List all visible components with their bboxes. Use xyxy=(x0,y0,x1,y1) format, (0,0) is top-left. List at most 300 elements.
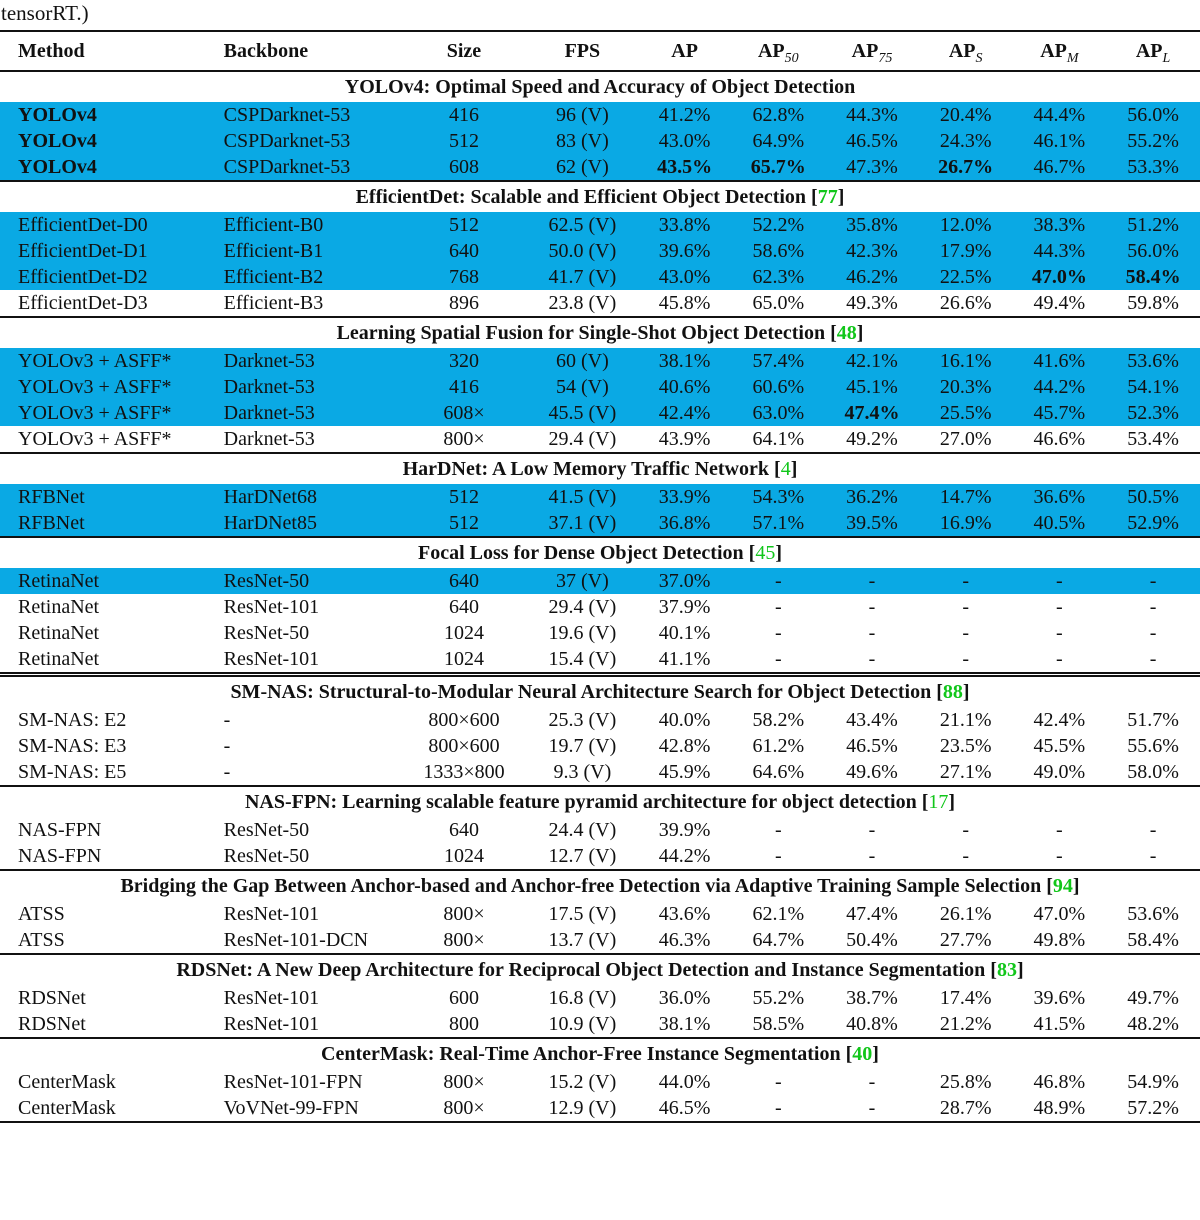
cell-apl: 51.7% xyxy=(1127,709,1179,731)
cell-aps: 25.8% xyxy=(939,1071,992,1093)
section-title-row xyxy=(0,537,1200,568)
cell-ap75: 38.7% xyxy=(846,987,898,1009)
caption-tail: tensorRT.) xyxy=(1,1,89,25)
cell-ap75: 47.4% xyxy=(846,903,898,925)
cell-apm: 38.3% xyxy=(1013,212,1107,238)
cell-aps: 21.2% xyxy=(939,1013,992,1035)
cell-fps: 15.2 (V) xyxy=(548,1071,617,1093)
cell-ap75: 43.4% xyxy=(846,709,898,731)
table-row xyxy=(0,400,1200,426)
section-title-text: NAS-FPN: Learning scalable feature pyramid architecture for object detection xyxy=(244,791,917,813)
cell-apm: 49.0% xyxy=(1033,761,1086,783)
table-row xyxy=(0,510,1200,537)
cell-fps: 83 (V) xyxy=(527,128,638,154)
citation-link[interactable]: 83 xyxy=(996,959,1017,981)
header-apl-sub: L xyxy=(1162,51,1171,66)
cell-ap: 44.2% xyxy=(658,845,711,867)
cell-apl: 58.4% xyxy=(1127,929,1179,951)
cell-size: 640 xyxy=(448,596,479,618)
cell-size: 512 xyxy=(401,128,527,154)
cell-ap50: - xyxy=(774,622,782,644)
table-row xyxy=(0,927,1200,954)
table-row xyxy=(0,154,1200,181)
cell-ap50: 57.4% xyxy=(731,348,825,374)
cell-backbone: ResNet-101 xyxy=(223,648,320,670)
cell-apl: - xyxy=(1106,568,1200,594)
cell-ap75: 44.3% xyxy=(825,102,919,128)
cell-backbone: Efficient-B2 xyxy=(220,264,401,290)
cell-ap50: 62.1% xyxy=(752,903,805,925)
cell-method: YOLOv3 + ASFF* xyxy=(0,374,220,400)
cell-size: 512 xyxy=(401,484,527,510)
cell-fps: 50.0 (V) xyxy=(527,238,638,264)
table-row xyxy=(0,264,1200,290)
header-backbone: Backbone xyxy=(220,31,401,71)
section-title-row xyxy=(0,786,1200,817)
cell-apl: 50.5% xyxy=(1106,484,1200,510)
cell-ap75: 50.4% xyxy=(846,929,898,951)
cell-size: 1024 xyxy=(443,648,484,670)
cell-ap50: 65.7% xyxy=(731,154,825,181)
cell-apl: 58.4% xyxy=(1106,264,1200,290)
cell-aps: - xyxy=(962,596,969,618)
section-title: RDSNet: A New Deep Architecture for Reciprocal Object Detection and Instance Segmentation [83] xyxy=(0,954,1200,985)
cell-apm: 45.7% xyxy=(1013,400,1107,426)
cell-method: EfficientDet-D1 xyxy=(0,238,220,264)
cell-apm: 44.3% xyxy=(1013,238,1107,264)
cell-ap: 33.8% xyxy=(638,212,732,238)
cell-backbone: ResNet-101-DCN xyxy=(223,929,369,951)
table-row xyxy=(0,843,1200,870)
cell-apm: 41.5% xyxy=(1033,1013,1086,1035)
cell-ap75: 49.2% xyxy=(846,428,898,450)
cell-size: 1024 xyxy=(443,845,484,867)
cell-apm: - xyxy=(1056,596,1063,618)
cell-apm: - xyxy=(1056,845,1063,867)
cell-ap: 42.8% xyxy=(658,735,711,757)
cell-size: 800× xyxy=(443,903,485,925)
cell-ap50: 58.2% xyxy=(752,709,805,731)
cell-method: EfficientDet-D0 xyxy=(0,212,220,238)
cell-ap75: 36.2% xyxy=(825,484,919,510)
cell-size: 608× xyxy=(401,400,527,426)
cell-ap75: - xyxy=(868,648,876,670)
cell-size: 800× xyxy=(443,428,485,450)
section-title-row xyxy=(0,71,1200,102)
cell-size: 800× xyxy=(401,1095,527,1122)
table-row xyxy=(0,102,1200,128)
cell-method: YOLOv3 + ASFF* xyxy=(0,400,220,426)
cell-fps: 41.7 (V) xyxy=(527,264,638,290)
cell-aps: 23.5% xyxy=(939,735,992,757)
cell-ap50: 52.2% xyxy=(731,212,825,238)
cell-ap75: 49.6% xyxy=(846,761,898,783)
cell-backbone: HarDNet68 xyxy=(220,484,401,510)
cell-ap50: 62.3% xyxy=(731,264,825,290)
cell-ap: 39.9% xyxy=(658,819,711,841)
cell-aps: - xyxy=(962,819,969,841)
cell-method: RDSNet xyxy=(18,987,86,1009)
cell-apm: 46.8% xyxy=(1033,1071,1086,1093)
citation-link[interactable]: 94 xyxy=(1052,875,1073,897)
cell-ap50: 64.9% xyxy=(731,128,825,154)
cell-ap: 43.5% xyxy=(638,154,732,181)
cell-apm: 36.6% xyxy=(1013,484,1107,510)
cell-size: 640 xyxy=(448,819,479,841)
table-row xyxy=(0,568,1200,594)
cell-apl: 54.1% xyxy=(1106,374,1200,400)
cell-aps: 26.7% xyxy=(919,154,1013,181)
table-row xyxy=(0,985,1200,1011)
cell-backbone: Darknet-53 xyxy=(223,428,315,450)
cell-apm: - xyxy=(1056,648,1063,670)
cell-backbone: - xyxy=(223,709,231,731)
cell-ap: 40.1% xyxy=(658,622,711,644)
section-title-text: HarDNet: A Low Memory Traffic Network xyxy=(402,458,770,480)
section-title-row xyxy=(0,870,1200,901)
cell-size: 800× xyxy=(443,1071,485,1093)
cell-aps: 14.7% xyxy=(919,484,1013,510)
cell-apl: - xyxy=(1149,596,1157,618)
cell-ap50: 63.0% xyxy=(731,400,825,426)
cell-ap50: 58.6% xyxy=(731,238,825,264)
cell-aps: 17.4% xyxy=(939,987,992,1009)
cell-apm: 48.9% xyxy=(1013,1095,1107,1122)
citation-link[interactable]: 45 xyxy=(755,542,776,564)
cell-backbone: - xyxy=(223,735,231,757)
cell-fps: 15.4 (V) xyxy=(548,648,617,670)
cell-ap75: - xyxy=(868,622,876,644)
cell-aps: 22.5% xyxy=(919,264,1013,290)
cell-size: 640 xyxy=(401,238,527,264)
cell-apl: 54.9% xyxy=(1127,1071,1179,1093)
table-row xyxy=(0,733,1200,759)
cell-aps: - xyxy=(962,622,969,644)
cell-ap: 38.1% xyxy=(658,1013,711,1035)
cell-ap75: 40.8% xyxy=(846,1013,898,1035)
cell-ap: 42.4% xyxy=(638,400,732,426)
cell-backbone: Efficient-B0 xyxy=(220,212,401,238)
citation-link[interactable]: 4 xyxy=(780,458,791,480)
cell-ap75: - xyxy=(868,596,876,618)
cell-fps: 24.4 (V) xyxy=(548,819,617,841)
cell-backbone: ResNet-50 xyxy=(223,819,310,841)
cell-fps: 25.3 (V) xyxy=(548,709,617,731)
cell-apl: - xyxy=(1149,622,1157,644)
header-ap50 xyxy=(731,31,825,71)
cell-size: 512 xyxy=(401,510,527,537)
cell-aps: 24.3% xyxy=(919,128,1013,154)
cell-fps: 37.1 (V) xyxy=(527,510,638,537)
header-apm-label: AP xyxy=(1040,40,1067,62)
cell-apl: 52.9% xyxy=(1106,510,1200,537)
cell-size: 416 xyxy=(401,374,527,400)
cell-method: ATSS xyxy=(18,903,65,925)
cell-ap50: 55.2% xyxy=(752,987,805,1009)
cell-backbone: Efficient-B3 xyxy=(223,292,324,314)
cell-backbone: ResNet-50 xyxy=(223,845,310,867)
table-row xyxy=(0,484,1200,510)
cell-aps: 21.1% xyxy=(939,709,992,731)
header-apl xyxy=(1106,31,1200,71)
cell-size: 800×600 xyxy=(428,709,500,731)
cell-ap75: - xyxy=(868,845,876,867)
cell-apl: 56.0% xyxy=(1106,102,1200,128)
cell-backbone: ResNet-101 xyxy=(223,1013,320,1035)
cell-size: 800 xyxy=(448,1013,479,1035)
table-row xyxy=(0,212,1200,238)
cell-aps: - xyxy=(919,568,1013,594)
cell-ap50: - xyxy=(774,596,782,618)
cell-method: SM-NAS: E3 xyxy=(18,735,127,757)
cell-ap: 41.1% xyxy=(658,648,711,670)
section-title-text: Focal Loss for Dense Object Detection xyxy=(417,542,744,564)
cell-size: 768 xyxy=(401,264,527,290)
cell-apl: 53.3% xyxy=(1106,154,1200,181)
cell-apl: 56.0% xyxy=(1106,238,1200,264)
section-title-row xyxy=(0,675,1200,708)
cell-ap: 36.0% xyxy=(658,987,711,1009)
cell-fps: 12.9 (V) xyxy=(527,1095,638,1122)
cell-apl: 49.7% xyxy=(1127,987,1179,1009)
table-row xyxy=(0,759,1200,786)
table-row xyxy=(0,707,1200,733)
table-row xyxy=(0,1095,1200,1122)
cell-backbone: - xyxy=(223,761,231,783)
section-title-text: RDSNet: A New Deep Architecture for Reciprocal Object Detection and Instance Segmentation xyxy=(176,959,986,981)
cell-size: 600 xyxy=(448,987,479,1009)
cell-apm: 46.7% xyxy=(1013,154,1107,181)
cell-apm: 46.6% xyxy=(1033,428,1086,450)
cell-aps: 28.7% xyxy=(919,1095,1013,1122)
cell-method: ATSS xyxy=(18,929,65,951)
table-body xyxy=(0,71,1200,1122)
cell-ap: 39.6% xyxy=(638,238,732,264)
cell-apm: - xyxy=(1013,568,1107,594)
citation-link[interactable]: 48 xyxy=(836,322,857,344)
cell-ap50: 65.0% xyxy=(752,292,805,314)
cell-ap50: 64.7% xyxy=(752,929,805,951)
cell-apl: - xyxy=(1149,648,1157,670)
cell-fps: 12.7 (V) xyxy=(548,845,617,867)
cell-backbone: Darknet-53 xyxy=(220,400,401,426)
cell-method: RetinaNet xyxy=(18,622,100,644)
cell-fps: 54 (V) xyxy=(527,374,638,400)
section-title: Focal Loss for Dense Object Detection [45] xyxy=(0,537,1200,568)
cell-apm: 40.5% xyxy=(1013,510,1107,537)
section-title-text: EfficientDet: Scalable and Efficient Object Detection xyxy=(355,186,807,208)
cell-ap50: - xyxy=(774,1071,782,1093)
cell-apl: - xyxy=(1149,845,1157,867)
cell-size: 640 xyxy=(401,568,527,594)
header-ap: AP xyxy=(638,31,732,71)
table-row xyxy=(0,620,1200,646)
cell-fps: 10.9 (V) xyxy=(548,1013,617,1035)
cell-apm: 39.6% xyxy=(1033,987,1086,1009)
cell-method: SM-NAS: E5 xyxy=(18,761,127,783)
cell-apl: 57.2% xyxy=(1106,1095,1200,1122)
cell-backbone: Darknet-53 xyxy=(220,348,401,374)
cell-ap50: 54.3% xyxy=(731,484,825,510)
cell-apm: 45.5% xyxy=(1033,735,1086,757)
table-row xyxy=(0,594,1200,620)
cell-apm: 42.4% xyxy=(1033,709,1086,731)
cell-ap75: 46.5% xyxy=(825,128,919,154)
cell-method: RFBNet xyxy=(0,484,220,510)
cell-method: RFBNet xyxy=(0,510,220,537)
cell-fps: 17.5 (V) xyxy=(548,903,617,925)
cell-ap50: - xyxy=(731,1095,825,1122)
cell-ap50: - xyxy=(731,568,825,594)
cell-ap75: 46.2% xyxy=(825,264,919,290)
cell-method: EfficientDet-D2 xyxy=(0,264,220,290)
cell-fps: 37 (V) xyxy=(527,568,638,594)
cell-ap75: - xyxy=(868,1071,876,1093)
cell-ap75: 42.1% xyxy=(825,348,919,374)
cell-fps: 9.3 (V) xyxy=(553,761,612,783)
section-title-row xyxy=(0,954,1200,985)
cell-size: 512 xyxy=(401,212,527,238)
cell-aps: 16.1% xyxy=(919,348,1013,374)
cell-apm: 41.6% xyxy=(1013,348,1107,374)
cell-apl: 52.3% xyxy=(1106,400,1200,426)
cell-method: YOLOv3 + ASFF* xyxy=(18,428,172,450)
cell-ap75: 46.5% xyxy=(846,735,898,757)
cell-fps: 45.5 (V) xyxy=(527,400,638,426)
section-title: Bridging the Gap Between Anchor-based and Anchor-free Detection via Adaptive Training Sample Selection [94] xyxy=(0,870,1200,901)
header-aps-label: AP xyxy=(948,40,976,62)
cell-ap: 40.6% xyxy=(638,374,732,400)
cell-aps: 17.9% xyxy=(919,238,1013,264)
cell-apm: 44.4% xyxy=(1013,102,1107,128)
cell-ap50: - xyxy=(774,845,782,867)
cell-backbone: CSPDarknet-53 xyxy=(220,102,401,128)
cell-aps: 20.3% xyxy=(919,374,1013,400)
cell-method: RDSNet xyxy=(18,1013,86,1035)
cell-fps: 60 (V) xyxy=(527,348,638,374)
cell-method: YOLOv4 xyxy=(0,128,220,154)
cell-apm: 49.8% xyxy=(1033,929,1086,951)
cell-ap75: - xyxy=(825,1095,919,1122)
cell-aps: 12.0% xyxy=(919,212,1013,238)
cell-backbone: ResNet-50 xyxy=(223,622,310,644)
section-title: EfficientDet: Scalable and Efficient Object Detection [77] xyxy=(0,181,1200,212)
header-apm xyxy=(1013,31,1107,71)
section-title: SM-NAS: Structural-to-Modular Neural Architecture Search for Object Detection [88] xyxy=(0,675,1200,708)
cell-apl: 53.6% xyxy=(1127,903,1179,925)
cell-apl: 59.8% xyxy=(1127,292,1179,314)
cell-ap75: 35.8% xyxy=(825,212,919,238)
results-table xyxy=(0,30,1200,1123)
cell-ap75: 45.1% xyxy=(825,374,919,400)
cell-method: NAS-FPN xyxy=(18,845,102,867)
cell-method: EfficientDet-D3 xyxy=(18,292,148,314)
cell-size: 1024 xyxy=(443,622,484,644)
table-row xyxy=(0,1069,1200,1095)
cell-apl: 55.2% xyxy=(1106,128,1200,154)
citation-link[interactable]: 77 xyxy=(817,186,838,208)
cell-ap: 38.1% xyxy=(638,348,732,374)
section-title-row xyxy=(0,317,1200,348)
cell-ap75: 39.5% xyxy=(825,510,919,537)
cell-ap50: 61.2% xyxy=(752,735,805,757)
cell-size: 416 xyxy=(401,102,527,128)
header-aps xyxy=(919,31,1013,71)
cell-fps: 19.6 (V) xyxy=(548,622,617,644)
cell-aps: - xyxy=(962,648,969,670)
table-row xyxy=(0,646,1200,675)
section-title: NAS-FPN: Learning scalable feature pyramid architecture for object detection [17] xyxy=(0,786,1200,817)
cell-ap: 37.9% xyxy=(658,596,711,618)
cell-ap: 36.8% xyxy=(638,510,732,537)
cell-aps: 25.5% xyxy=(919,400,1013,426)
cell-apl: 58.0% xyxy=(1127,761,1179,783)
cell-aps: - xyxy=(962,845,969,867)
section-title-row xyxy=(0,453,1200,484)
cell-backbone: Efficient-B1 xyxy=(220,238,401,264)
citation-link[interactable]: 40 xyxy=(852,1043,873,1065)
cell-fps: 96 (V) xyxy=(527,102,638,128)
cell-ap50: 60.6% xyxy=(731,374,825,400)
section-title: Learning Spatial Fusion for Single-Shot Object Detection [48] xyxy=(0,317,1200,348)
cell-method: RetinaNet xyxy=(18,596,100,618)
header-fps: FPS xyxy=(527,31,638,71)
cell-ap: 43.0% xyxy=(638,264,732,290)
cell-backbone: CSPDarknet-53 xyxy=(220,154,401,181)
cell-backbone: Darknet-53 xyxy=(220,374,401,400)
header-ap50-sub: 50 xyxy=(784,51,799,66)
header-ap50-label: AP xyxy=(757,40,785,62)
cell-ap: 43.0% xyxy=(638,128,732,154)
cell-ap: 41.2% xyxy=(638,102,732,128)
cell-ap75: 47.4% xyxy=(825,400,919,426)
cell-ap75: 42.3% xyxy=(825,238,919,264)
cell-ap: 46.5% xyxy=(638,1095,732,1122)
section-title-text: CenterMask: Real-Time Anchor-Free Instance Segmentation xyxy=(321,1043,841,1065)
cell-ap: 40.0% xyxy=(658,709,711,731)
cell-fps: 16.8 (V) xyxy=(548,987,617,1009)
section-title-text: Bridging the Gap Between Anchor-based and Anchor-free Detection via Adaptive Training Sample Selection xyxy=(120,875,1042,897)
cell-ap75: - xyxy=(868,819,876,841)
citation-link[interactable]: 88 xyxy=(942,681,963,703)
cell-size: 896 xyxy=(448,292,479,314)
table-row xyxy=(0,290,1200,317)
table-row xyxy=(0,128,1200,154)
cell-ap50: 64.6% xyxy=(752,761,805,783)
cell-ap: 37.0% xyxy=(638,568,732,594)
section-title-row xyxy=(0,1038,1200,1069)
cell-method: YOLOv4 xyxy=(0,102,220,128)
cell-aps: 27.0% xyxy=(939,428,992,450)
citation-link[interactable]: 17 xyxy=(928,791,949,813)
header-ap75 xyxy=(825,31,919,71)
section-title-text: Learning Spatial Fusion for Single-Shot Object Detection xyxy=(336,322,826,344)
cell-size: 1333×800 xyxy=(423,761,505,783)
cell-backbone: CSPDarknet-53 xyxy=(220,128,401,154)
cell-apm: 47.0% xyxy=(1033,903,1086,925)
header-aps-sub: S xyxy=(975,51,983,66)
cell-method: CenterMask xyxy=(0,1095,220,1122)
cell-size: 800× xyxy=(443,929,485,951)
cell-ap: 33.9% xyxy=(638,484,732,510)
cell-fps: 19.7 (V) xyxy=(548,735,617,757)
section-title xyxy=(0,71,1200,102)
header-ap75-label: AP xyxy=(851,40,879,62)
header-apm-sub: M xyxy=(1066,51,1079,66)
table-row xyxy=(0,238,1200,264)
table-row xyxy=(0,1011,1200,1038)
table-row xyxy=(0,817,1200,843)
